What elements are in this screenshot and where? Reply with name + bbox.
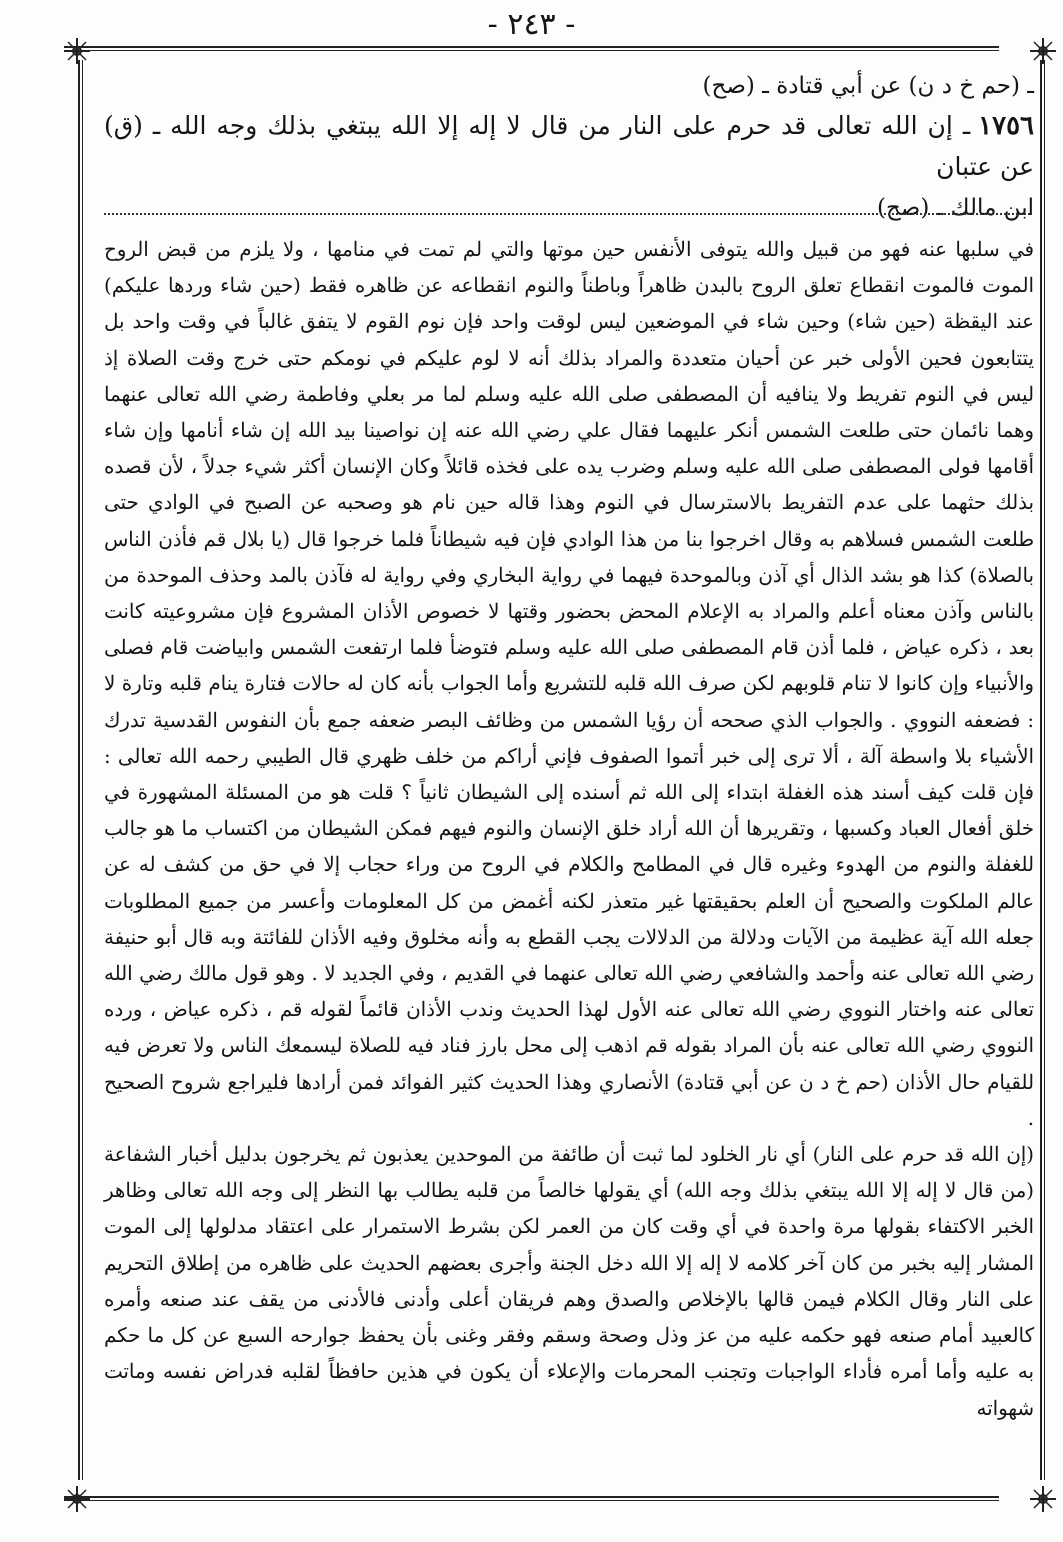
frame-bottom-line-2 bbox=[64, 1500, 999, 1501]
corner-ornament-icon bbox=[1028, 1484, 1058, 1514]
commentary-paragraph-1: في سلبها عنه فهو من قبيل والله يتوفى الأنفس حين موتها والتي لم تمت في منامها ، ولا يلزم من قبض الروح الموت فالموت انقطاع تعلق الروح بالبدن ظاهراً وباطناً والنوم انقطاعه عن ظاهره فقط (حين شاء وردها عليكم) عند اليقظة (حين شاء) وحين شاء في الموضعين ليس لوقت واحد فإن نوم القوم لا يتفق غالباً في وقت واحد بل يتتابعون فحين الأولى خبر عن أحيان متعددة والمراد بذلك أنه لا لوم عليكم في نومكم حتى خرج وقت الصلاة إذ ليس في النوم تفريط ولا ينافيه أن المصطفى صلى الله عليه وسلم لما مر بعلي وفاطمة رضي الله تعالى عنهما وهما نائمان حتى طلعت الشمس أنكر عليهما فقال علي رضي الله عنه إن نواصينا بيد الله إن شاء أنامها وإن شاء أقامها فولى المصطفى صلى الله عليه وسلم وضرب يده على فخذه قائلاً وكان الإنسان أكثر شيء جدلاً ، لأن قصده بذلك حثهما على عدم التفريط بالاسترسال في النوم وهذا قاله حين نام هو وصحبه عن الصبح في الوادي حتى طلعت الشمس فسلاهم به وقال اخرجوا بنا من هذا الوادي فإن فيه شيطاناً فلما خرجوا قال (يا بلال قم فأذن الناس بالصلاة) كذا هو بشد الذال أي آذن وبالموحدة فيهما في رواية البخاري وفي رواية له فآذن بالمد وحذف الموحدة من بالناس وآذن معناه أعلم والمراد به الإعلام المحض بحضور وقتها لا خصوص الأذان المشروع فإن مشروعيته كانت بعد ، ذكره عياض ، فلما أذن قام المصطفى صلى الله عليه وسلم فتوضأ فلما ارتفعت الشمس وابياضت قام فصلى والأنبياء وإن كانوا لا تنام قلوبهم لكن صرف الله قلبه للتشريع وأما الجواب بأنه كان له حالات فتارة ينام قلبه وتارة لا : فضعفه النووي . والجواب الذي صححه أن رؤيا الشمس من وظائف البصر ضعفه جمع بأن النفوس القدسية تدرك الأشياء بلا واسطة آلة ، ألا ترى إلى خبر أتموا الصفوف فإني أراكم من خلف ظهري قال الطيبي رحمه الله تعالى : فإن قلت كيف أسند هذه الغفلة ابتداء إلى الله ثم أسنده إلى الشيطان ثانياً ؟ قلت هو من المسئلة المشهورة في خلق أفعال العباد وكسبها ، وتقريرها أن الله أراد خلق الإنسان والنوم فيهم فمكن الشيطان من اكتساب ما هو جالب للغفلة والنوم من الهدوء وغيره قال في المطامح والكلام في الروح من وراء حجاب إلا في حق من كشف له عن عالم الملكوت والصحيح أن العلم بحقيقتها غير متعذر لكنه أغمض من كل المعلومات وأعسر من جميع المطلوبات جعله الله آية عظيمة من الآيات ودلالة من الدلالات يجب القطع به وأنه مخلوق وفيه الأذان للفائتة وبه قال أبو حنيفة رضي الله تعالى عنه وأحمد والشافعي رضي الله تعالى عنهما في القديم ، وفي الجديد لا . وهو قول مالك رضي الله تعالى عنه واختار النووي رضي الله تعالى عنه الأول لهذا الحديث وندب الأذان قائماً لقوله قم ، ذكره عياض ، ورده النووي رضي الله تعالى عنه بأن المراد بقوله قم اذهب إلى محل بارز فناد فيه للصلاة ليسمعك الناس ولا تعرض فيه للقيام حال الأذان (حم خ د ن عن أبي قتادة) الأنصاري وهذا الحديث كثير الفوائد فمن أرادها فليراجع شروح الصحيح . bbox=[104, 238, 1034, 1130]
hadith-number: ١٧٥٦ bbox=[978, 111, 1034, 141]
hadith-header bbox=[104, 66, 1034, 228]
dotted-separator bbox=[104, 213, 1030, 215]
frame-bottom-line bbox=[64, 1496, 999, 1498]
hadith-main bbox=[104, 106, 1034, 188]
frame-left-line bbox=[78, 60, 80, 1480]
hadith-text: ـ إن الله تعالى قد حرم على النار من قال لا إله إلا الله يبتغي بذلك وجه الله ـ (ق) عن عتبان bbox=[104, 111, 1034, 181]
commentary bbox=[104, 232, 1034, 1427]
corner-ornament-icon bbox=[62, 1484, 92, 1514]
hadith-source: ابن مالك ـ (صح) bbox=[876, 195, 1034, 221]
page-number: - ٢٤٣ - bbox=[487, 7, 576, 42]
frame-right-line bbox=[1040, 60, 1042, 1480]
frame-top-line bbox=[64, 46, 999, 48]
hadith-previous-source: ـ (حم خ د ن) عن أبي قتادة ـ (صح) bbox=[702, 73, 1034, 99]
frame-right-line-2 bbox=[1044, 60, 1045, 1480]
frame-top-line-2 bbox=[64, 50, 999, 51]
commentary-paragraph-2: (إن الله قد حرم على النار) أي نار الخلود لما ثبت أن طائفة من الموحدين يعذبون ثم يخرجون بدليل أخبار الشفاعة (من قال لا إله إلا الله يبتغي بذلك وجه الله) أي يقولها خالصاً من قلبه يطالب بها النظر إلى وجه الله تعالى وظاهر الخبر الاكتفاء بقولها مرة واحدة في أي وقت كان من العمر لكن بشرط الاستمرار على اعتقاد مدلولها إلى الموت المشار إليه بخبر من كان آخر كلامه لا إله إلا الله دخل الجنة وأجرى بعضهم الحديث على ظاهره من إطلاق التحريم على النار وقال الكلام فيمن قالها بالإخلاص والصدق وهم فريقان أعلى وأدنى فالأدنى من يقف عند صنعه وأمره كالعبيد أمام صنعه فهو حكمه عليه من عز وذل وصحة وسقم وفقر وغنى بأن يحفظ جوارحه السبع عن كل ما حكم به عليه وأما أمره فأداء الواجبات وتجنب المحرمات والإعلاء أن يكون في هذين حافظاً لقلبه فدراض نفسه وماتت شهواته bbox=[104, 1143, 1034, 1420]
frame-left-line-2 bbox=[82, 60, 83, 1480]
